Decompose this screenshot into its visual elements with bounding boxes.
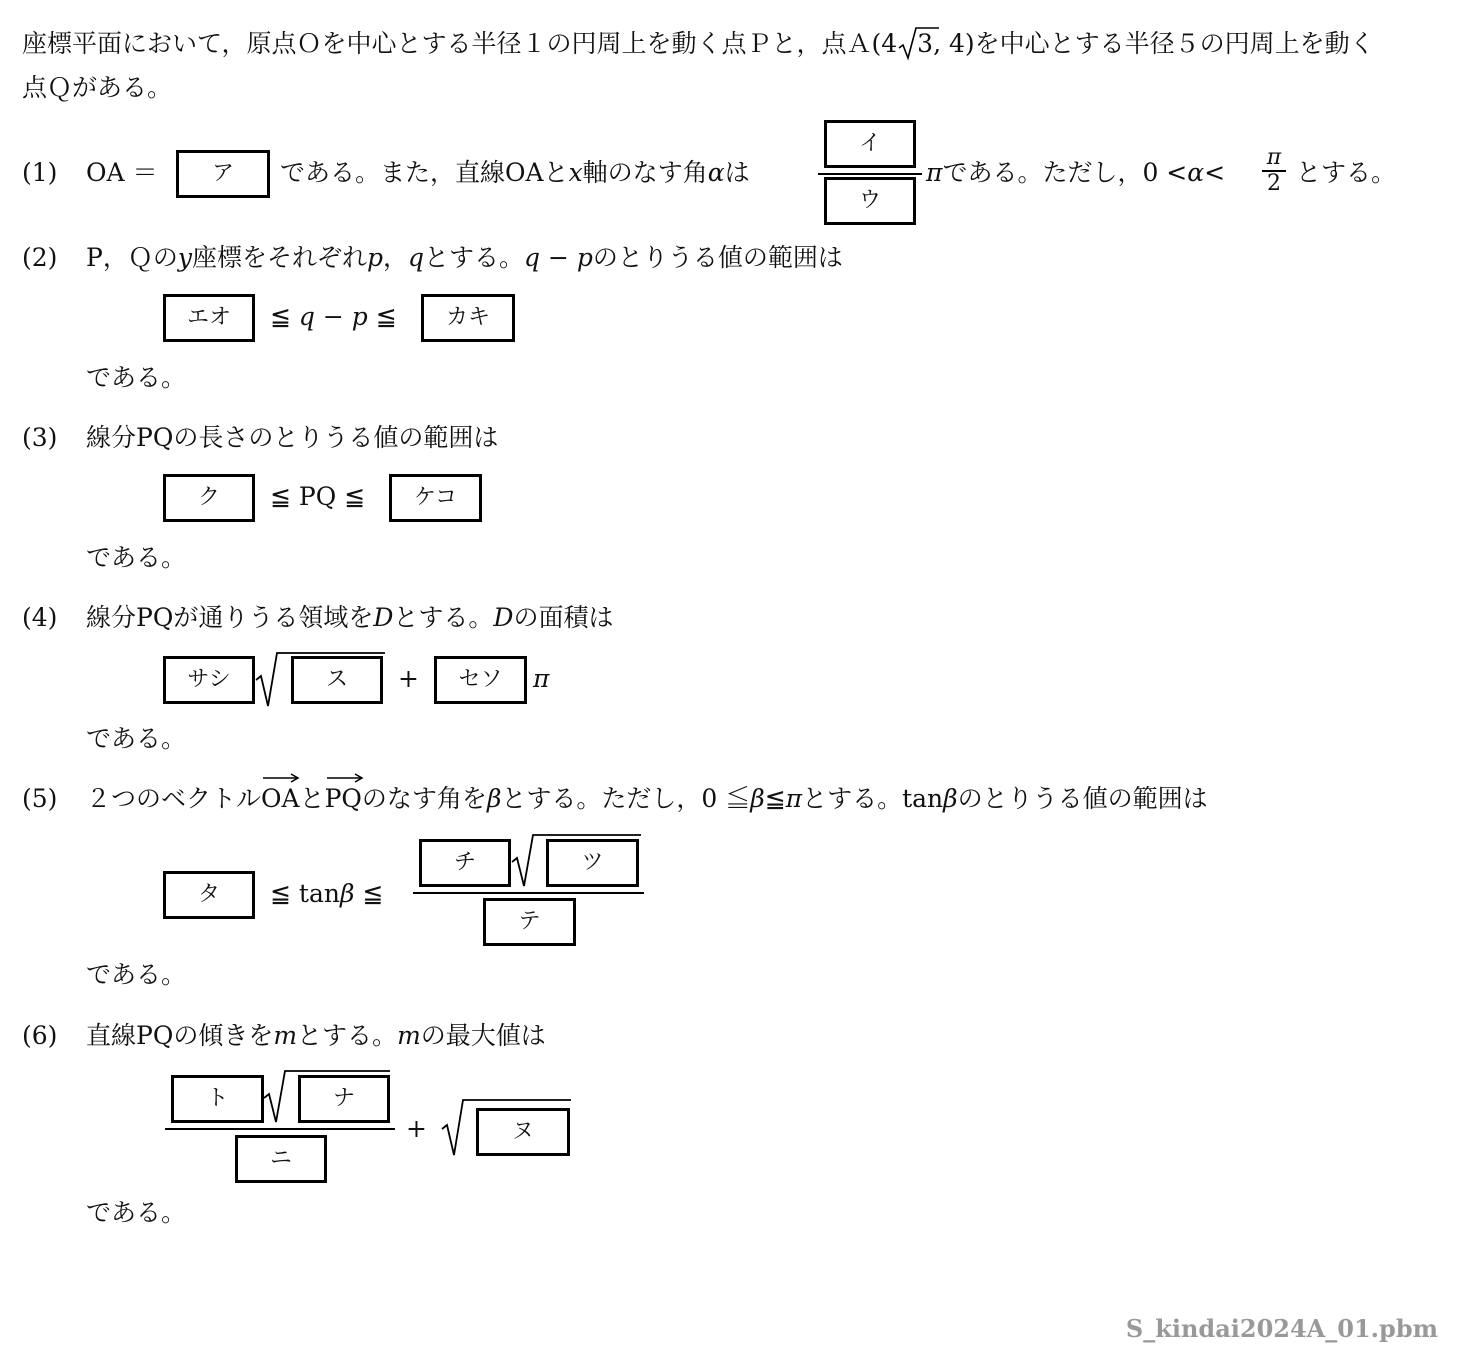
answer-box-sashi[interactable]: サシ: [163, 656, 255, 704]
q2-text: [86, 241, 843, 275]
vector-oa: [261, 782, 300, 816]
q4-text: [86, 601, 613, 635]
intro-line-2: 点Ｑがある。: [22, 73, 173, 102]
q4-text-b: とする。: [393, 603, 494, 632]
le-symbol: ≦: [270, 302, 291, 331]
q1-text-e: である。ただし，0 <: [942, 158, 1188, 187]
q2-text-d: のとりうる値の範囲は: [592, 243, 843, 272]
answer-box-eo[interactable]: エオ: [163, 294, 255, 342]
vector-arrow-icon: [263, 772, 301, 784]
var-alpha: α: [707, 158, 725, 187]
pi-symbol: π: [926, 158, 943, 187]
q5-end: である。: [86, 960, 187, 989]
answer-box-nu[interactable]: ヌ: [476, 1108, 570, 1156]
vector-arrow-icon: [327, 772, 365, 784]
expr-q-minus-p: q − p: [298, 302, 368, 331]
q6-end: である。: [86, 1198, 187, 1227]
q2-comma: ，: [382, 243, 408, 272]
q6-text-a: 直線PQの傾きを: [86, 1021, 274, 1050]
le-symbol: ≦: [375, 302, 397, 331]
answer-box-su[interactable]: ス: [291, 656, 383, 704]
expr-q-minus-p: q − p: [524, 243, 593, 272]
q1-text: [280, 156, 750, 190]
q3-text: 線分PQの長さのとりうる値の範囲は: [86, 423, 499, 452]
q2-text-b: 座標をそれぞれ: [191, 243, 367, 272]
answer-box-tsu[interactable]: ツ: [546, 839, 639, 887]
plus-sign: +: [406, 1114, 427, 1143]
vector-oa-label: OA: [261, 784, 300, 813]
var-m: m: [397, 1021, 421, 1050]
pi-over-2: [1262, 146, 1286, 196]
answer-box-te[interactable]: テ: [483, 898, 576, 946]
fraction-bar: [818, 173, 922, 175]
answer-box-ta[interactable]: タ: [163, 871, 255, 919]
q1-text-d: は: [724, 158, 750, 187]
q2-inequality: [270, 300, 397, 334]
answer-box-ku[interactable]: ク: [163, 474, 255, 522]
file-name-label: S_kindai2024A_01.pbm: [1125, 1314, 1438, 1343]
var-beta: β: [339, 879, 355, 908]
vector-pq: [325, 782, 362, 816]
q6-text-b: とする。: [297, 1021, 398, 1050]
q6-text-c: の最大値は: [420, 1021, 546, 1050]
fraction-bar: [413, 892, 644, 894]
var-beta: β: [486, 784, 502, 813]
q5-to: と: [299, 784, 325, 813]
q2-end: である。: [86, 363, 187, 392]
var-p: p: [366, 243, 383, 272]
frac-denominator: 2: [1267, 170, 1281, 196]
q1-end: とする。: [1296, 158, 1397, 187]
plus-sign: +: [398, 664, 419, 693]
answer-box-ni[interactable]: ニ: [235, 1135, 327, 1183]
q1-text-b: である。また，直線OAと: [280, 158, 569, 187]
answer-box-chi[interactable]: チ: [419, 839, 511, 887]
q1-text-f: <: [1204, 158, 1226, 187]
pi-symbol: π: [785, 784, 803, 813]
q4-text-a: 線分PQが通りうる領域を: [86, 603, 374, 632]
q2-text-c: とする。: [424, 243, 525, 272]
q5-number: (5): [22, 784, 58, 813]
var-alpha: α: [1187, 158, 1205, 187]
var-x: x: [568, 158, 583, 187]
frac-numerator: π: [1266, 145, 1282, 170]
q3-inequality: ≦ PQ ≦: [270, 482, 366, 511]
q6-number: (6): [22, 1021, 58, 1050]
answer-box-a[interactable]: ア: [176, 150, 270, 198]
answer-box-u[interactable]: ウ: [824, 177, 916, 225]
answer-box-keko[interactable]: ケコ: [389, 474, 482, 522]
var-q: q: [408, 243, 425, 272]
var-beta: β: [750, 784, 765, 813]
q5-text: [86, 782, 1208, 816]
q1-oa-label: OA ＝: [86, 158, 158, 187]
pi-symbol: π: [533, 664, 550, 693]
q4-number: (4): [22, 603, 58, 632]
le-symbol: ≦: [362, 879, 384, 908]
q3-end: である。: [86, 543, 187, 572]
q3-number: (3): [22, 423, 58, 452]
intro-text-a: 座標平面において，原点Ｏを中心とする半径１の円周上を動く点Ｐと，点Ａ(4: [22, 29, 898, 58]
q4-text-c: の面積は: [513, 603, 614, 632]
intro-text-b: 3, 4)を中心とする半径５の円周上を動く: [917, 29, 1375, 58]
q5-text-c: とする。ただし，0 ≦: [501, 784, 751, 813]
answer-box-kaki[interactable]: カキ: [421, 294, 515, 342]
var-beta: β: [943, 784, 958, 813]
q1-text-c: 軸のなす角: [582, 158, 708, 187]
vector-pq-label: PQ: [324, 784, 362, 813]
var-D: D: [373, 603, 394, 632]
answer-box-seso[interactable]: セソ: [434, 656, 527, 704]
q5-text-e: とする。tan: [802, 784, 944, 813]
fraction-bar: [165, 1128, 395, 1130]
answer-box-na[interactable]: ナ: [298, 1075, 390, 1123]
q4-end: である。: [86, 724, 187, 753]
answer-box-to[interactable]: ト: [171, 1075, 264, 1123]
intro-line-1: [22, 27, 1375, 61]
q1-text-2: [926, 156, 1225, 190]
q1-number: (1): [22, 158, 58, 187]
var-m: m: [273, 1021, 298, 1050]
q5-text-f: のとりうる値の範囲は: [957, 784, 1208, 813]
q5-text-b: のなす角を: [361, 784, 487, 813]
q5-inequality: [270, 877, 383, 911]
q5-text-a: ２つのベクトル: [86, 784, 262, 813]
q6-text: [86, 1019, 546, 1053]
answer-box-i[interactable]: イ: [824, 120, 916, 168]
var-y: y: [177, 243, 192, 272]
var-D: D: [493, 603, 514, 632]
q5-text-d: ≦: [764, 784, 786, 813]
le-tan: ≦ tan: [270, 879, 340, 908]
q2-text-a: P，Ｑの: [86, 243, 178, 272]
q2-number: (2): [22, 243, 58, 272]
